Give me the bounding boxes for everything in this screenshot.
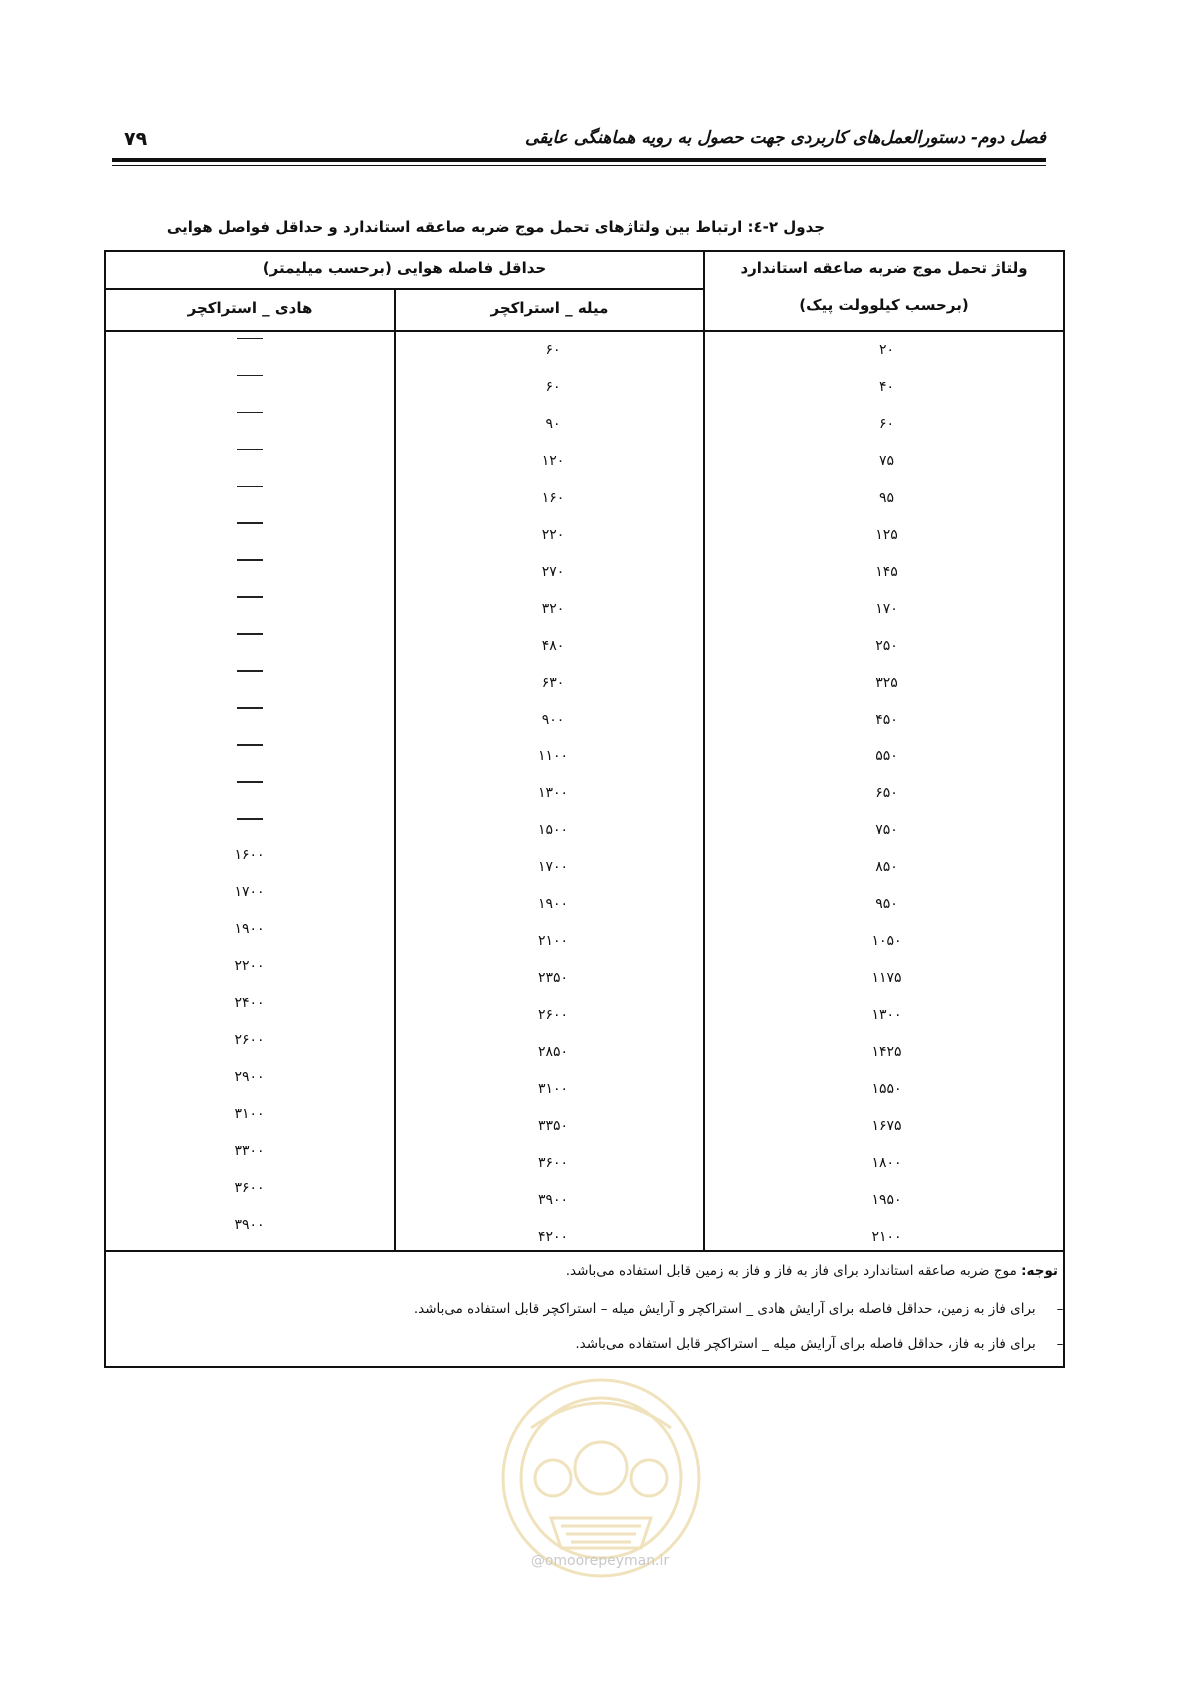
empty-dash: [237, 707, 263, 709]
bullet-dash: –: [1056, 1301, 1064, 1317]
rod-structure-cell: ۲۶۰۰: [537, 1007, 569, 1024]
voltage-cell: ۱۰۵۰: [871, 933, 902, 950]
rod-structure-cell: ۶۳۰: [541, 674, 565, 691]
rod-structure-cell: ۳۳۵۰: [537, 1118, 569, 1135]
voltage-cell: ۳۲۵: [875, 674, 898, 691]
header-rule: [112, 158, 1046, 162]
empty-dash: [237, 744, 263, 746]
conductor-structure-cell: ۳۱۰۰: [234, 1106, 265, 1123]
note-item-2-text: برای فاز به فاز، حداقل فاصله برای آرایش میله _ استراکچر قابل استفاده می‌باشد.: [575, 1336, 1036, 1352]
conductor-structure-cell: [104, 763, 395, 800]
empty-dash: [237, 338, 263, 340]
voltage-cell: ۱۵۵۰: [871, 1081, 902, 1098]
rod-structure-cell: ۶۰: [545, 378, 561, 395]
rod-structure-cell: ۲۲۰: [541, 526, 565, 543]
conductor-structure-cell: ۲۴۰۰: [234, 995, 265, 1012]
rod-structure-cell: ۲۱۰۰: [537, 933, 569, 950]
voltage-cell: ۲۵۰: [875, 637, 898, 654]
header-clearance-group: حداقل فاصله هوایی (برحسب میلیمتر): [262, 259, 547, 277]
empty-dash: [237, 596, 263, 598]
conductor-structure-cell: [104, 542, 395, 579]
rod-structure-cell: ۳۱۰۰: [537, 1081, 569, 1098]
rod-structure-cell: ۳۶۰۰: [537, 1154, 569, 1171]
chapter-title: فصل دوم- دستورالعمل‌های کاربردی جهت حصول به رویه هماهنگی عایقی: [524, 128, 1046, 148]
empty-dash: [237, 670, 263, 672]
empty-dash: [237, 633, 263, 635]
note-item-1-text: برای فاز به زمین، حداقل فاصله برای آرایش هادی _ استراکچر و آرایش میله – استراکچر قابل استفاده می‌باشد.: [413, 1301, 1036, 1317]
conductor-structure-cell: [104, 505, 395, 542]
note-line: [158, 1263, 1058, 1279]
voltage-column: [708, 332, 1065, 1245]
rod-structure-cell: ۶۰: [545, 342, 561, 358]
header-conductor-structure: هادی _ استراکچر: [187, 299, 313, 317]
voltage-cell: ۲۱۰۰: [871, 1228, 902, 1245]
empty-dash: [237, 818, 263, 820]
voltage-cell: ۱۹۵۰: [871, 1191, 902, 1208]
rod-structure-cell: ۱۷۰۰: [537, 859, 569, 876]
voltage-cell: ۴۰: [878, 378, 895, 395]
conductor-structure-cell: [104, 616, 395, 653]
conductor-structure-cell: [104, 800, 395, 837]
conductor-structure-cell: ۲۹۰۰: [234, 1069, 265, 1086]
voltage-cell: ۷۵: [878, 452, 895, 469]
voltage-cell: ۴۵۰: [875, 711, 898, 728]
page-number: ۷۹: [124, 128, 148, 150]
rod-structure-cell: ۱۱۰۰: [537, 748, 569, 765]
empty-dash: [237, 449, 263, 451]
voltage-cell: ۸۵۰: [875, 859, 898, 876]
bullet-dash: –: [1056, 1336, 1064, 1352]
rod-structure-cell: ۲۸۵۰: [537, 1044, 569, 1061]
conductor-structure-cell: ۲۶۰۰: [234, 1032, 265, 1049]
rod-structure-cell: ۹۰۰: [541, 711, 565, 728]
header-rule-thin: [112, 165, 1046, 166]
conductor-structure-cell: ۲۲۰۰: [234, 958, 265, 975]
conductor-structure-cell: [104, 579, 395, 616]
rod-structure-cell: ۴۲۰۰: [537, 1228, 569, 1245]
voltage-cell: ۷۵۰: [875, 822, 898, 839]
voltage-cell: ۶۰: [878, 415, 895, 432]
voltage-cell: ۱۲۵: [875, 526, 898, 543]
header-voltage-line2: (برحسب کیلوولت پیک): [799, 296, 969, 314]
voltage-cell: ۲۰: [878, 342, 895, 358]
conductor-structure-column: [104, 320, 395, 1233]
conductor-structure-cell: ۱۶۰۰: [234, 847, 265, 864]
conductor-structure-cell: ۳۶۰۰: [234, 1179, 265, 1196]
note-item-1: [180, 1301, 1080, 1317]
conductor-structure-cell: [104, 726, 395, 763]
empty-dash: [237, 412, 263, 414]
voltage-cell: ۹۵: [878, 489, 895, 506]
divider-header-group: [104, 288, 704, 290]
empty-dash: [237, 375, 263, 377]
empty-dash: [237, 486, 263, 488]
voltage-cell: ۱۴۵: [875, 563, 898, 580]
rod-structure-cell: ۱۵۰۰: [537, 822, 569, 839]
voltage-cell: ۱۴۲۵: [871, 1044, 902, 1061]
rod-structure-cell: ۱۶۰: [541, 489, 565, 506]
conductor-structure-cell: ۳۳۰۰: [234, 1142, 265, 1159]
watermark-site: @omoorepeyman.ir: [530, 1553, 670, 1569]
conductor-structure-cell: [104, 431, 395, 468]
voltage-cell: ۵۵۰: [875, 748, 898, 765]
page-header: [112, 126, 1046, 168]
rod-structure-cell: ۱۲۰: [541, 452, 565, 469]
note-text: موج ضربه صاعقه استاندارد برای فاز به فاز و فاز به زمین قابل استفاده می‌باشد.: [565, 1263, 1017, 1279]
rod-structure-cell: ۱۹۰۰: [537, 896, 569, 913]
note-label: توجه:: [1021, 1263, 1058, 1279]
rod-structure-cell: ۳۲۰: [541, 600, 565, 617]
conductor-structure-cell: [104, 690, 395, 727]
conductor-structure-cell: ۱۷۰۰: [234, 884, 265, 901]
conductor-structure-cell: ۱۹۰۰: [234, 921, 265, 938]
conductor-structure-cell: [104, 357, 395, 394]
voltage-cell: ۶۵۰: [875, 785, 898, 802]
rod-structure-cell: ۲۳۵۰: [537, 970, 569, 987]
voltage-cell: ۱۶۷۵: [871, 1118, 902, 1135]
conductor-structure-cell: [104, 320, 395, 357]
rod-structure-column: [400, 332, 706, 1245]
conductor-structure-cell: [104, 468, 395, 505]
conductor-structure-cell: [104, 653, 395, 690]
rod-structure-cell: ۹۰: [545, 415, 561, 432]
voltage-cell: ۱۷۰: [875, 600, 898, 617]
voltage-cell: ۱۱۷۵: [871, 970, 902, 987]
note-item-2: [180, 1336, 1080, 1352]
rod-structure-cell: ۴۸۰: [541, 637, 565, 654]
rod-structure-cell: ۱۳۰۰: [537, 785, 569, 802]
rod-structure-cell: ۲۷۰: [541, 563, 565, 580]
voltage-cell: ۱۸۰۰: [871, 1154, 902, 1171]
conductor-structure-cell: [104, 394, 395, 431]
voltage-cell: ۹۵۰: [875, 896, 898, 913]
voltage-cell: ۱۳۰۰: [871, 1007, 902, 1024]
empty-dash: [237, 559, 263, 561]
empty-dash: [237, 781, 263, 783]
conductor-structure-cell: ۳۹۰۰: [234, 1216, 265, 1233]
empty-dash: [237, 522, 263, 524]
table-caption: جدول ۲-٤: ارتباط بین ولتاژهای تحمل موج ضربه صاعقه استاندارد و حداقل فواصل هوایی: [166, 218, 826, 236]
rod-structure-cell: ۳۹۰۰: [537, 1191, 569, 1208]
header-voltage-line1: ولتاژ تحمل موج ضربه صاعقه استاندارد: [740, 259, 1028, 277]
header-rod-structure: میله _ استراکچر: [490, 299, 609, 317]
